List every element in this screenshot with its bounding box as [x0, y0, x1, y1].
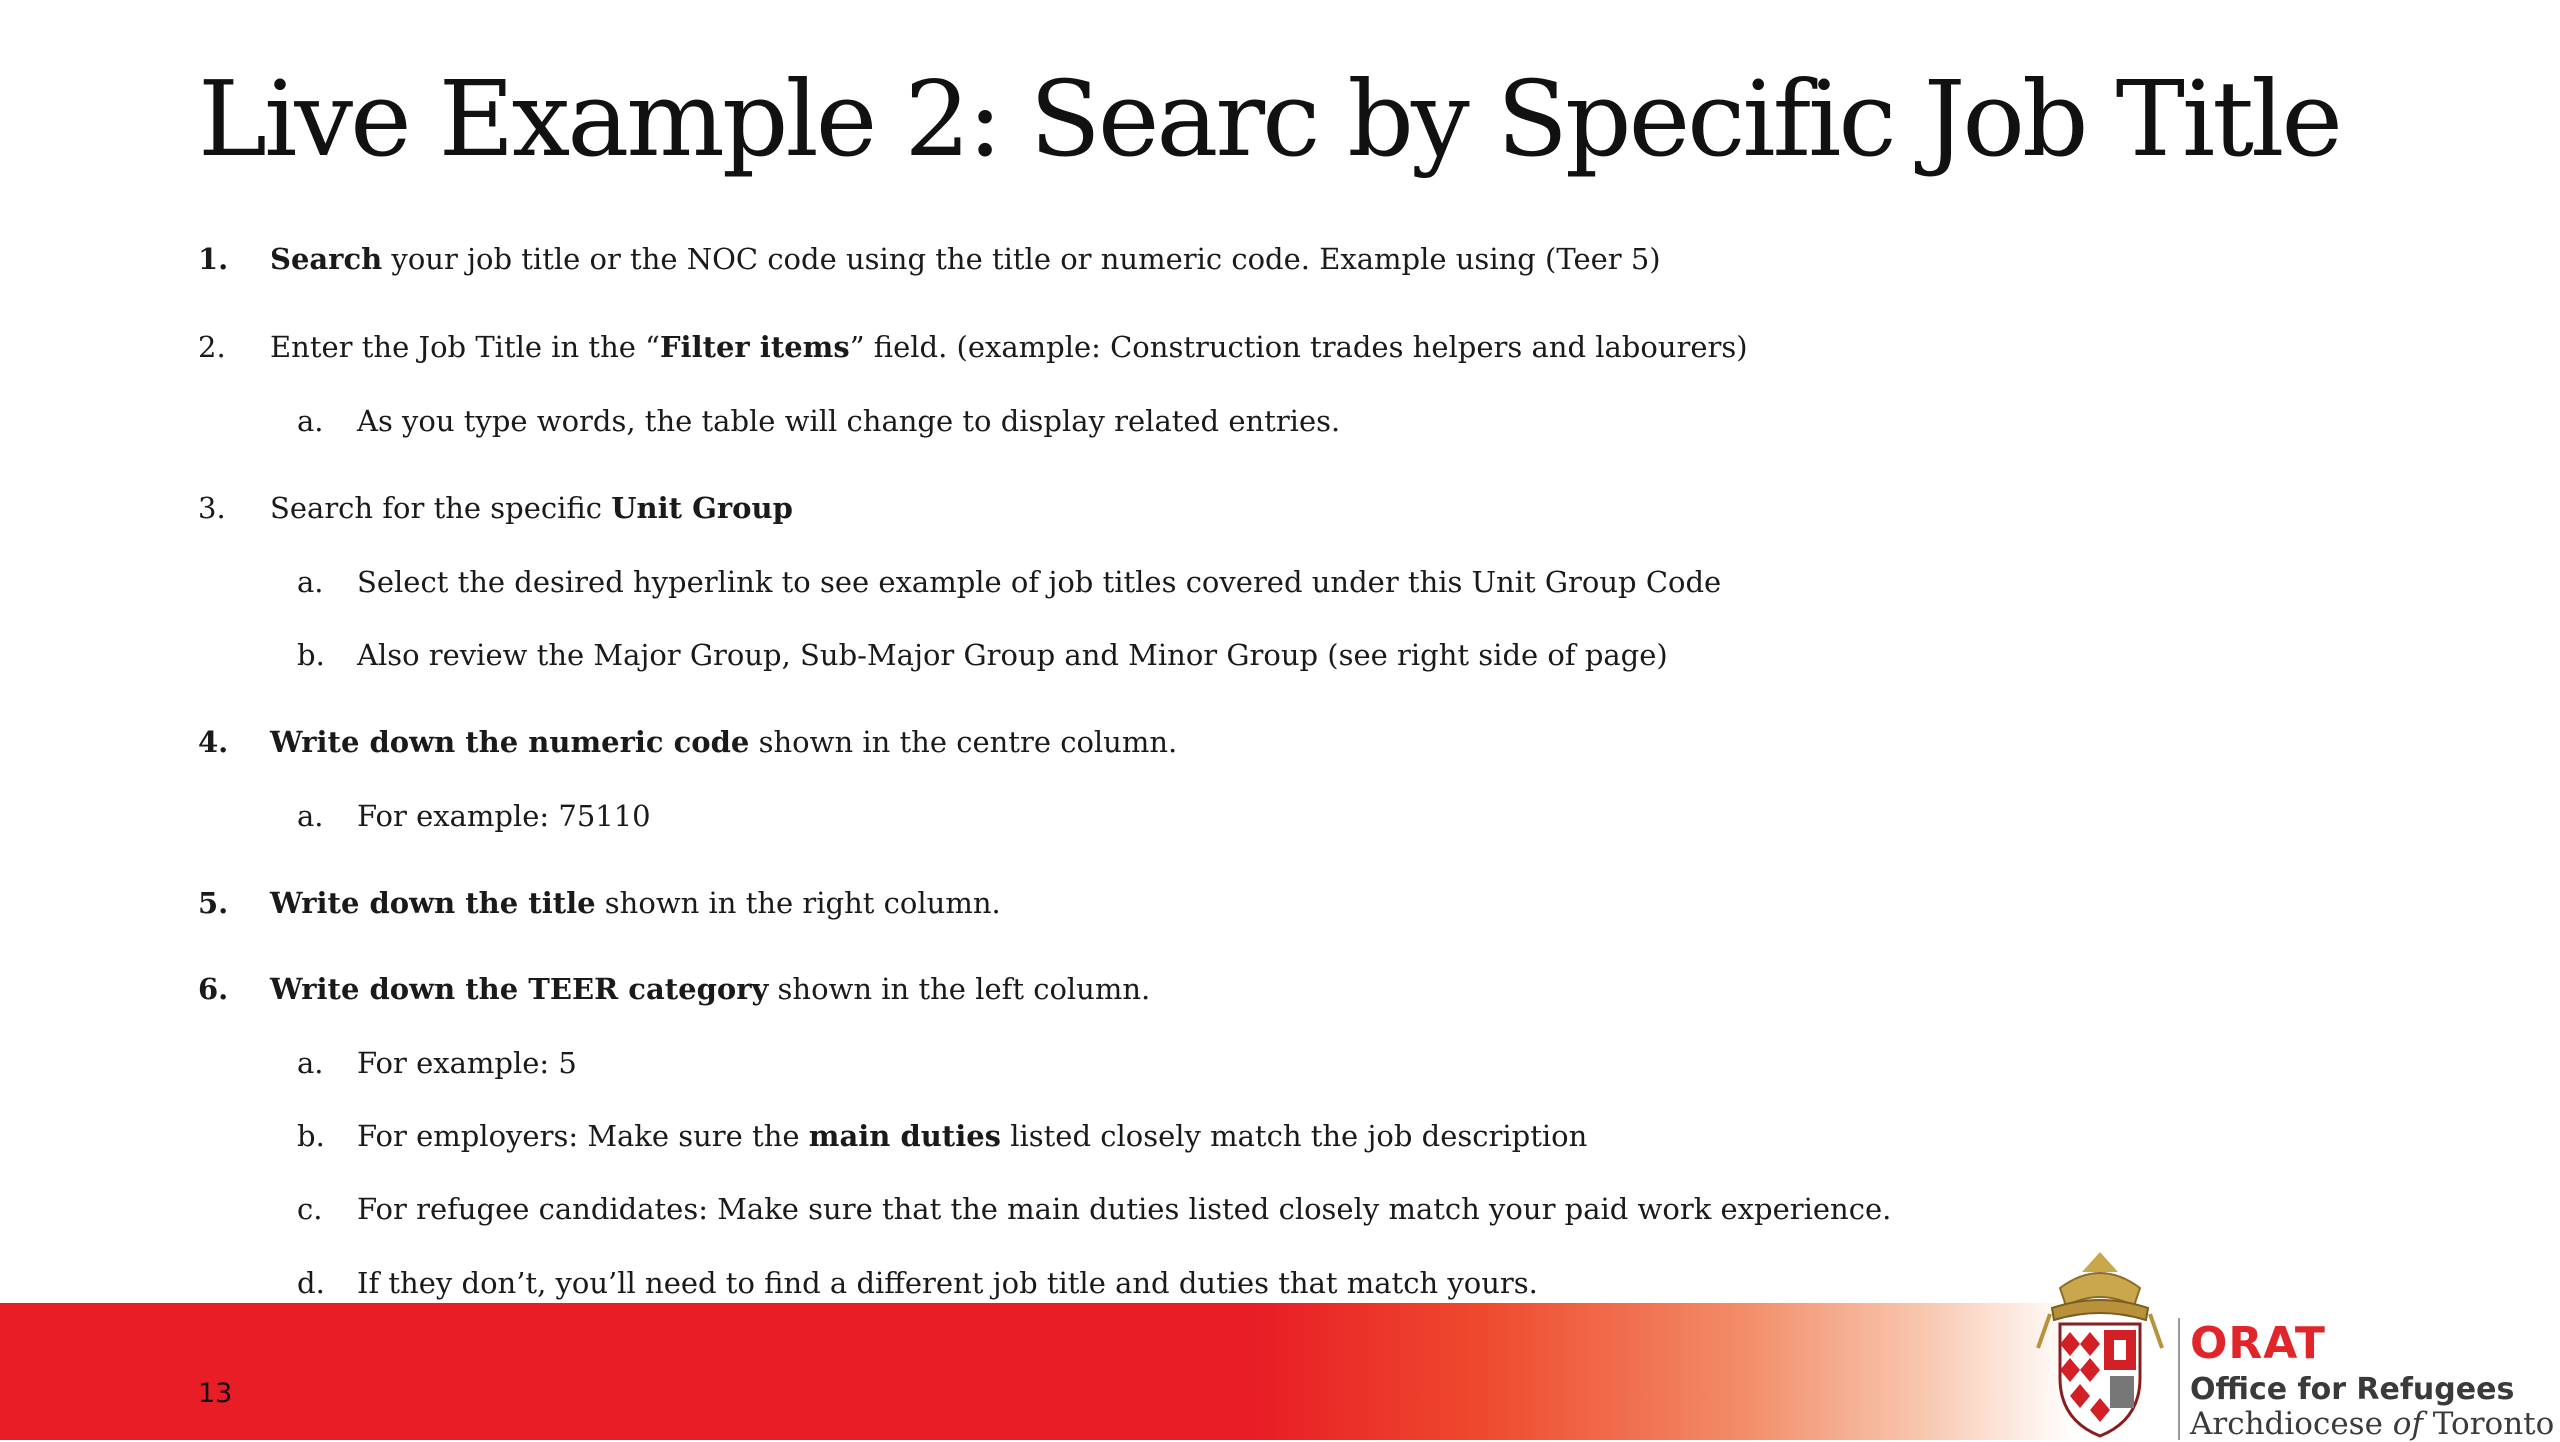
list-number: 4.: [198, 725, 229, 759]
list-number: 6.: [198, 972, 229, 1006]
list-text: As you type words, the table will change to display related entries.: [357, 404, 1341, 438]
list-letter: c.: [297, 1192, 323, 1226]
list-text: Enter the Job Title in the “Filter items” field. (example: Construction trades helpers and labourers): [270, 330, 1748, 364]
list-text: Write down the TEER category shown in the left column.: [270, 972, 1151, 1006]
list-number: 1.: [198, 242, 229, 276]
list-text: Also review the Major Group, Sub-Major Group and Minor Group (see right side of page): [357, 638, 1668, 672]
list-text: Search for the specific Unit Group: [270, 491, 793, 525]
list-letter: a.: [297, 1046, 324, 1080]
list-letter: a.: [297, 565, 324, 599]
list-letter: b.: [297, 1119, 325, 1153]
list-text: Search your job title or the NOC code using the title or numeric code. Example using (Teer 5): [270, 242, 1661, 276]
page-number: 13: [198, 1378, 233, 1409]
list-text: Write down the title shown in the right column.: [270, 886, 1001, 920]
list-text: For refugee candidates: Make sure that the main duties listed closely match your paid work experience.: [357, 1192, 1892, 1226]
list-number: 5.: [198, 886, 229, 920]
list-text: If they don’t, you’ll need to find a different job title and duties that match yours.: [357, 1266, 1538, 1300]
list-letter: a.: [297, 799, 324, 833]
list-text: Select the desired hyperlink to see example of job titles covered under this Unit Group Code: [357, 565, 1722, 599]
list-text: For example: 5: [357, 1046, 577, 1080]
archdiocese-crest-icon: [2030, 1248, 2170, 1440]
logo-divider: [2178, 1318, 2180, 1440]
list-text: For employers: Make sure the main duties listed closely match the job description: [357, 1119, 1588, 1153]
logo-archdiocese-name: Archdiocese of Toronto: [2190, 1406, 2555, 1442]
list-number: 3.: [198, 491, 226, 525]
list-text: For example: 75110: [357, 799, 651, 833]
footer-band: [0, 1303, 2560, 1440]
list-number: 2.: [198, 330, 226, 364]
slide-title: Live Example 2: Searc by Specific Job Title: [198, 58, 2340, 180]
logo-acronym: ORAT: [2190, 1318, 2326, 1369]
list-text: Write down the numeric code shown in the centre column.: [270, 725, 1178, 759]
list-letter: d.: [297, 1266, 325, 1300]
list-letter: b.: [297, 638, 325, 672]
list-letter: a.: [297, 404, 324, 438]
logo-office-name: Office for Refugees: [2190, 1372, 2515, 1407]
